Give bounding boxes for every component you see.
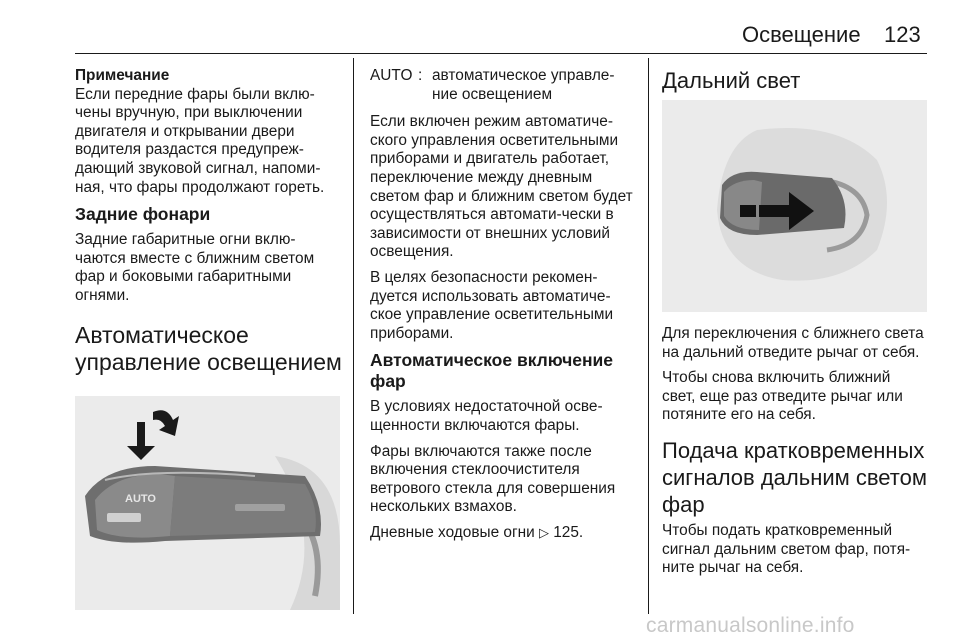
daytime-lights-page: 125.: [553, 523, 584, 541]
definition-colon: :: [418, 67, 423, 84]
page-number: 123: [884, 22, 921, 47]
watermark: carmanualsonline.info: [646, 614, 855, 637]
wiper-lights-text: Фары включаются также после включения стеклоочистителя ветрового стекла для совершения нескольких взмахов.: [370, 442, 616, 516]
auto-label: AUTO: [125, 493, 156, 505]
light-switch-figure: [75, 396, 340, 610]
column-3-lower: [662, 325, 927, 585]
high-beam-figure: [662, 100, 927, 312]
high-beam-text: Для переключения с ближнего света на дальний отведите рычаг от себя.: [662, 325, 924, 361]
note-title: Примечание: [75, 67, 170, 84]
header-rule: [75, 53, 927, 54]
section-heading-headlight-flash: Подача кратковременных сигналов дальним светом фар: [662, 437, 927, 517]
auto-mode-text: Если включен режим автоматиче-ского управления осветительными приборами и двигатель работает, переключение между дневным светом фар и ближним светом будет осуществляться автомати-чески в зависимости от внешних условий освещения.: [370, 113, 633, 261]
headlight-flash-text: Чтобы подать кратковременный сигнал дальним светом фар, потя-ните рычаг на себя.: [662, 521, 911, 577]
rear-lights-text: Задние габаритные огни вклю-чаются вместе с ближним светом фар и боковыми габаритными огнями.: [75, 231, 315, 304]
light-switch-illustration: [75, 396, 340, 610]
daytime-lights-text: Дневные ходовые огни: [370, 523, 539, 541]
section-heading-high-beam: Дальний свет: [662, 68, 801, 93]
page-reference-icon: ▷: [538, 524, 549, 540]
safety-recommendation-text: В целях безопасности рекомен-дуется использовать автоматиче-ское управление осветительными приборами.: [370, 268, 614, 342]
section-heading-auto-lighting: Автоматическое управление освещением: [75, 321, 342, 375]
section-heading-rear-lights: Задние фонари: [75, 204, 211, 225]
column-divider: [353, 58, 354, 614]
column-3: [662, 67, 927, 104]
auto-definition: [370, 67, 640, 104]
column-divider: [648, 58, 649, 614]
page-header-title: Освещение: [742, 22, 861, 47]
high-beam-illustration: [662, 100, 927, 312]
column-2: [370, 67, 640, 549]
section-heading-auto-headlights: Автоматическое включение фар: [370, 350, 614, 392]
definition-term: AUTO: [370, 67, 413, 84]
daytime-lights-reference: [370, 524, 640, 543]
definition-description: автоматическое управле-ние освещением: [432, 67, 615, 103]
low-light-text: В условиях недостаточной осве-щенности включаются фары.: [370, 398, 603, 434]
column-1: [75, 67, 345, 386]
low-beam-return-text: Чтобы снова включить ближний свет, еще раз отведите рычаг или потяните его на себя.: [662, 369, 903, 424]
note-text: Если передние фары были вклю-чены вручную, при выключении двигателя и открывании двери водителя раздастся предупреж-дающий звуковой сигнал, напоми-ная, что фары продолжают гореть.: [75, 85, 325, 196]
